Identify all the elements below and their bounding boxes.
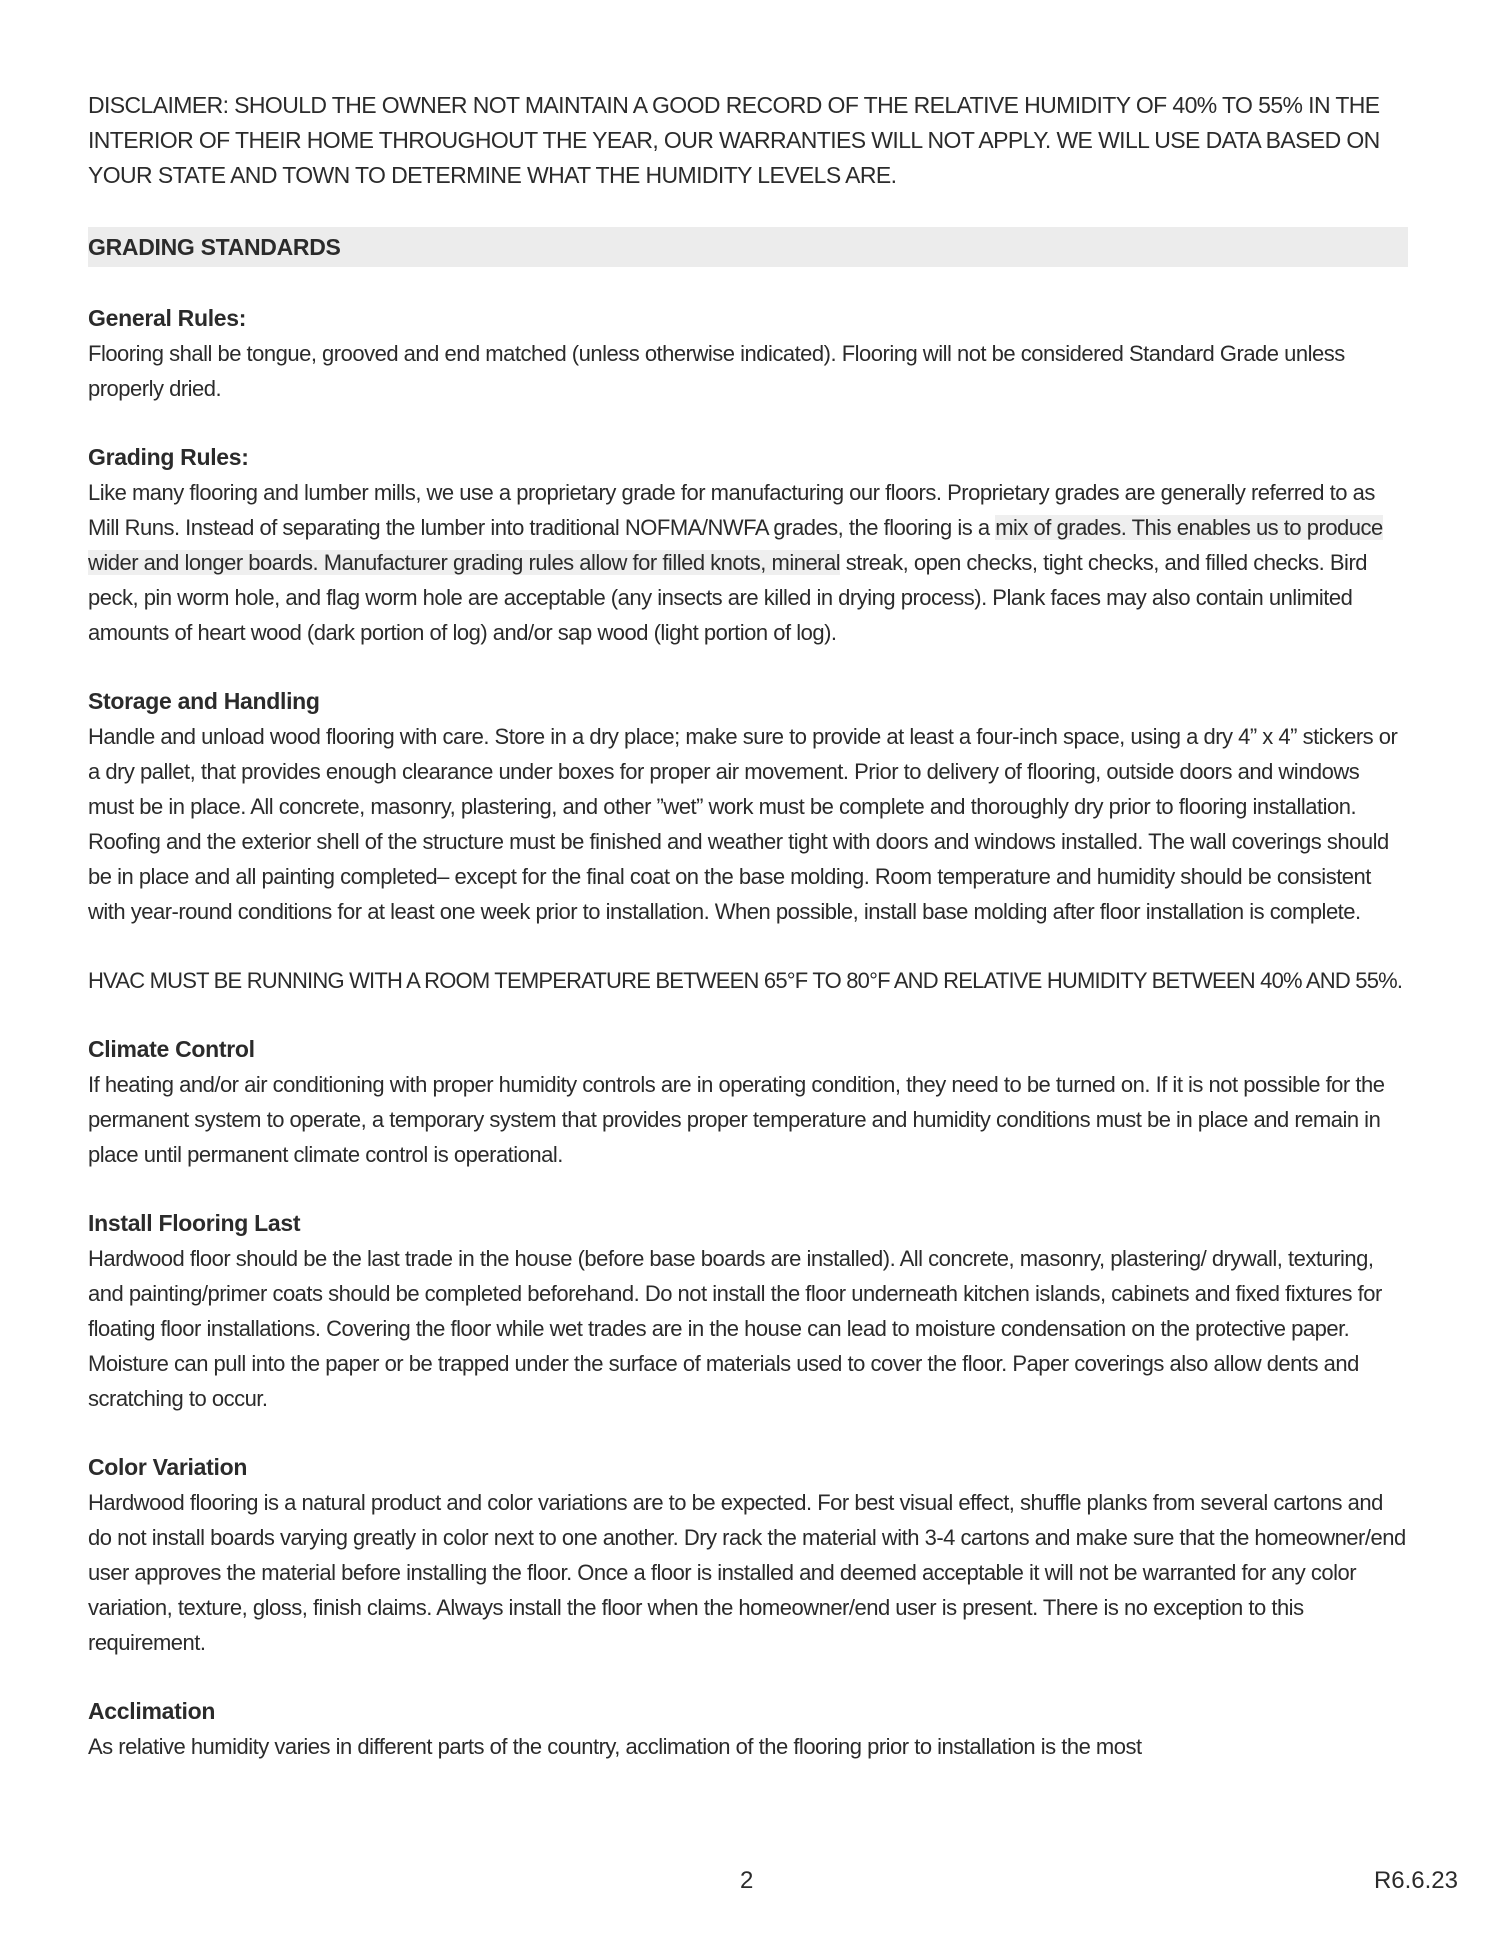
color-variation-body: Hardwood flooring is a natural product and color variations are to be expected. For best visual effect, shuffle planks from several cartons and do not install boards varying greatly in color next to one another. Dry rack the material with 3-4 cartons and make sure that the homeowner/end user approves the material before installing the floor. Once a floor is installed and deemed acceptable it will not be warranted for any color variation, texture, gloss, finish claims. Always install the floor when the homeowner/end user is present. There is no exception to this requirement.: [88, 1490, 1406, 1655]
disclaimer-text: DISCLAIMER: SHOULD THE OWNER NOT MAINTAIN A GOOD RECORD OF THE RELATIVE HUMIDITY OF 40% TO 55% IN THE INTERIOR OF THEIR HOME THROUGHOUT THE YEAR, OUR WARRANTIES WILL NOT APPLY. WE WILL USE DATA BASED ON YOUR STATE AND TOWN TO DETERMINE WHAT THE HUMIDITY LEVELS ARE.: [88, 92, 1380, 188]
climate-control-heading: Climate Control: [88, 1036, 255, 1062]
section-title-grading-standards: GRADING STANDARDS: [88, 227, 1408, 267]
revision-code: R6.6.23: [1373, 1867, 1458, 1894]
acclimation-heading: Acclimation: [88, 1698, 216, 1724]
general-rules-section: [88, 301, 1408, 406]
grading-rules-body-part-2: streak, open checks, tight checks, and filled checks. Bird peck, pin worm hole, and flag worm hole are acceptable (any insects are killed in drying process). Plank faces may also contain unlimited amounts of heart wood (dark portion of log) and/or sap wood (light portion of log).: [88, 550, 1368, 645]
general-rules-heading: General Rules:: [88, 305, 247, 331]
storage-handling-body: Handle and unload wood flooring with care. Store in a dry place; make sure to provide at least a four-inch space, using a dry 4” x 4” stickers or a dry pallet, that provides enough clearance under boxes for proper air movement. Prior to delivery of flooring, outside doors and windows must be in place. All concrete, masonry, plastering, and other ”wet” work must be complete and thoroughly dry prior to flooring installation. Roofing and the exterior shell of the structure must be finished and weather tight with doors and windows installed. The wall coverings should be in place and all painting completed– except for the final coat on the base molding. Room temperature and humidity should be consistent with year-round conditions for at least one week prior to installation. When possible, install base molding after floor installation is complete.: [88, 724, 1398, 924]
install-flooring-last-heading: Install Flooring Last: [88, 1210, 301, 1236]
acclimation-section: [88, 1694, 1408, 1764]
grading-rules-body-part-1: Like many flooring and lumber mills, we use a proprietary grade for manufacturing our floors. Proprietary grades are generally referred to as Mill Runs. Instead of separating the lumber into traditional NOFMA/NWFA grades, the flooring is a: [88, 480, 1375, 540]
grading-rules-body: [88, 475, 1408, 650]
document-page: [88, 88, 1408, 1798]
hvac-note: HVAC MUST BE RUNNING WITH A ROOM TEMPERATURE BETWEEN 65°F TO 80°F AND RELATIVE HUMIDITY BETWEEN 40% AND 55%.: [88, 968, 1403, 993]
color-variation-section: [88, 1450, 1408, 1660]
install-flooring-last-body: Hardwood floor should be the last trade in the house (before base boards are installed). All concrete, masonry, plastering/ drywall, texturing, and painting/primer coats should be completed beforehand. Do not install the floor underneath kitchen islands, cabinets and fixed fixtures for floating floor installations. Covering the floor while wet trades are in the house can lead to moisture condensation on the protective paper. Moisture can pull into the paper or be trapped under the surface of materials used to cover the floor. Paper coverings also allow dents and scratching to occur.: [88, 1246, 1382, 1411]
grading-rules-highlighted-line: mix of grades. This enables us to produce wider and longer boards. Manufacturer grading rules allow for filled knots, mineral: [88, 515, 1383, 575]
climate-control-body: If heating and/or air conditioning with proper humidity controls are in operating condition, they need to be turned on. If it is not possible for the permanent system to operate, a temporary system that provides proper temperature and humidity conditions must be in place and remain in place until permanent climate control is operational.: [88, 1072, 1385, 1167]
page-number: 2: [740, 1867, 754, 1894]
storage-handling-section: [88, 684, 1408, 929]
general-rules-body: Flooring shall be tongue, grooved and end matched (unless otherwise indicated). Flooring will not be considered Standard Grade unless properly dried.: [88, 341, 1345, 401]
climate-control-section: [88, 1032, 1408, 1172]
acclimation-body: As relative humidity varies in different parts of the country, acclimation of the flooring prior to installation is the most: [88, 1734, 1142, 1759]
color-variation-heading: Color Variation: [88, 1454, 248, 1480]
grading-rules-heading: Grading Rules:: [88, 444, 249, 470]
install-flooring-last-section: [88, 1206, 1408, 1416]
storage-handling-heading: Storage and Handling: [88, 688, 320, 714]
page-footer: [0, 1864, 1500, 1898]
grading-rules-section: [88, 440, 1408, 650]
